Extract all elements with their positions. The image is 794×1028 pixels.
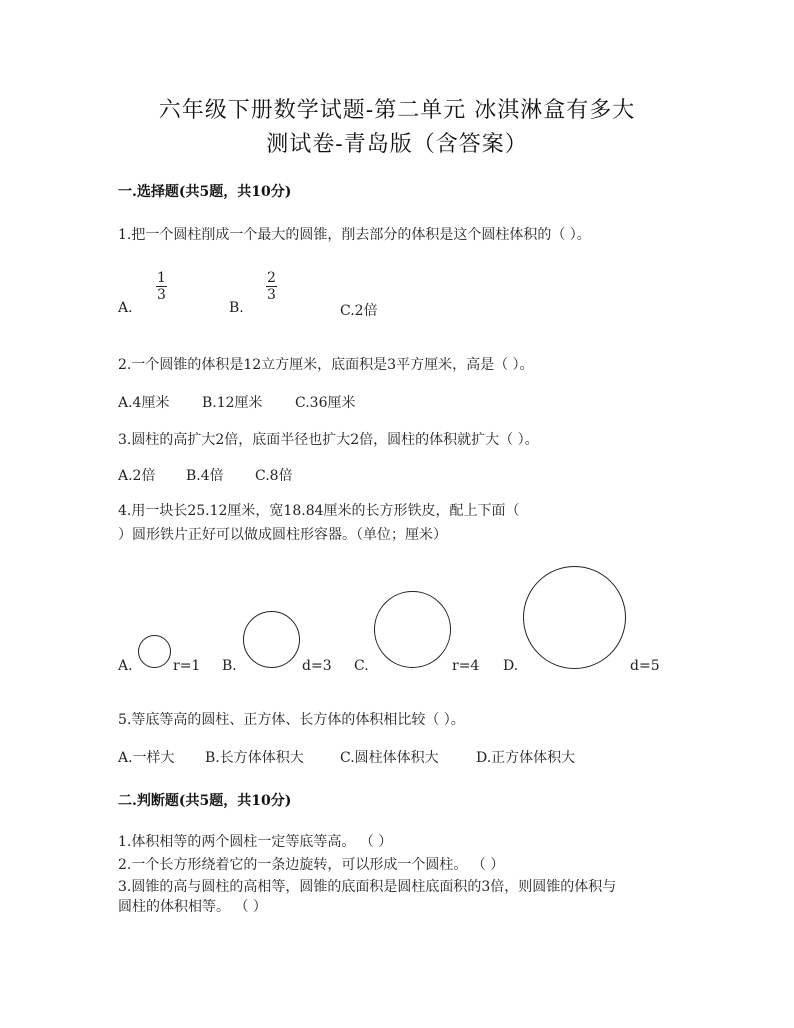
circle-b-shape — [243, 611, 300, 668]
fraction-denominator: 3 — [157, 287, 166, 303]
question-1-option-a-fraction — [156, 270, 167, 303]
question-4-option-a: A. — [118, 658, 133, 674]
circle-a-label: r=1 — [173, 658, 201, 674]
question-2-option-c: C.36厘米 — [295, 395, 356, 411]
section-heading-choice: 一.选择题(共5题，共10分) — [118, 184, 292, 200]
question-1-option-c: C.2倍 — [340, 303, 378, 319]
section-heading-judgement: 二.判断题(共5题，共10分) — [118, 793, 292, 809]
question-4-option-b: B. — [222, 658, 237, 674]
fraction-numerator: 1 — [157, 270, 166, 286]
question-2-text: 2.一个圆锥的体积是12立方厘米，底面积是3平方厘米，高是（ ）。 — [118, 357, 534, 373]
circle-b-label: d=3 — [302, 658, 332, 674]
question-2-option-b: B.12厘米 — [202, 395, 263, 411]
judgement-1-text: 1.体积相等的两个圆柱一定等底等高。 （ ） — [118, 834, 393, 850]
fraction-denominator: 3 — [267, 287, 276, 303]
question-3-option-a: A.2倍 — [118, 468, 156, 484]
question-3-text: 3.圆柱的高扩大2倍，底面半径也扩大2倍，圆柱的体积就扩大（ ）。 — [118, 432, 539, 448]
question-5-option-b: B.长方体体积大 — [205, 750, 304, 766]
question-2-option-a: A.4厘米 — [118, 395, 170, 411]
circle-c-shape — [374, 591, 451, 668]
question-4-option-c: C. — [354, 658, 369, 674]
judgement-3-text-line2: 圆柱的体积相等。 （ ） — [118, 899, 267, 915]
question-5-text: 5.等底等高的圆柱、正方体、长方体的体积相比较（ ）。 — [118, 712, 465, 728]
question-5-option-c: C.圆柱体体积大 — [340, 750, 439, 766]
fraction-numerator: 2 — [267, 270, 276, 286]
question-1-option-b-label: B. — [229, 300, 244, 316]
question-5-option-d: D.正方体体积大 — [476, 750, 576, 766]
question-1-option-a-label: A. — [118, 300, 133, 316]
question-1-text: 1.把一个圆柱削成一个最大的圆锥，削去部分的体积是这个圆柱体积的（ ）。 — [118, 227, 591, 243]
question-1-option-b-fraction — [266, 270, 277, 303]
question-5-option-a: A.一样大 — [118, 750, 175, 766]
circle-d-label: d=5 — [630, 658, 660, 674]
question-4-text-line2: ）圆形铁片正好可以做成圆柱形容器。（单位；厘米） — [118, 527, 447, 543]
question-3-option-c: C.8倍 — [255, 468, 293, 484]
circle-d-shape — [523, 566, 626, 669]
page-title-line1: 六年级下册数学试题-第二单元 冰淇淋盒有多大 — [158, 98, 636, 123]
question-4-text-line1: 4.用一块长25.12厘米，宽18.84厘米的长方形铁皮，配上下面（ — [118, 503, 520, 519]
circle-c-label: r=4 — [452, 658, 480, 674]
circle-a-shape — [138, 635, 171, 668]
page-title-line2: 测试卷-青岛版（含答案） — [266, 132, 528, 157]
question-4-option-d: D. — [503, 658, 519, 674]
question-3-option-b: B.4倍 — [186, 468, 224, 484]
judgement-3-text-line1: 3.圆锥的高与圆柱的高相等，圆锥的底面积是圆柱底面积的3倍，则圆锥的体积与 — [118, 879, 617, 895]
judgement-2-text: 2.一个长方形绕着它的一条边旋转，可以形成一个圆柱。 （ ） — [118, 857, 505, 873]
